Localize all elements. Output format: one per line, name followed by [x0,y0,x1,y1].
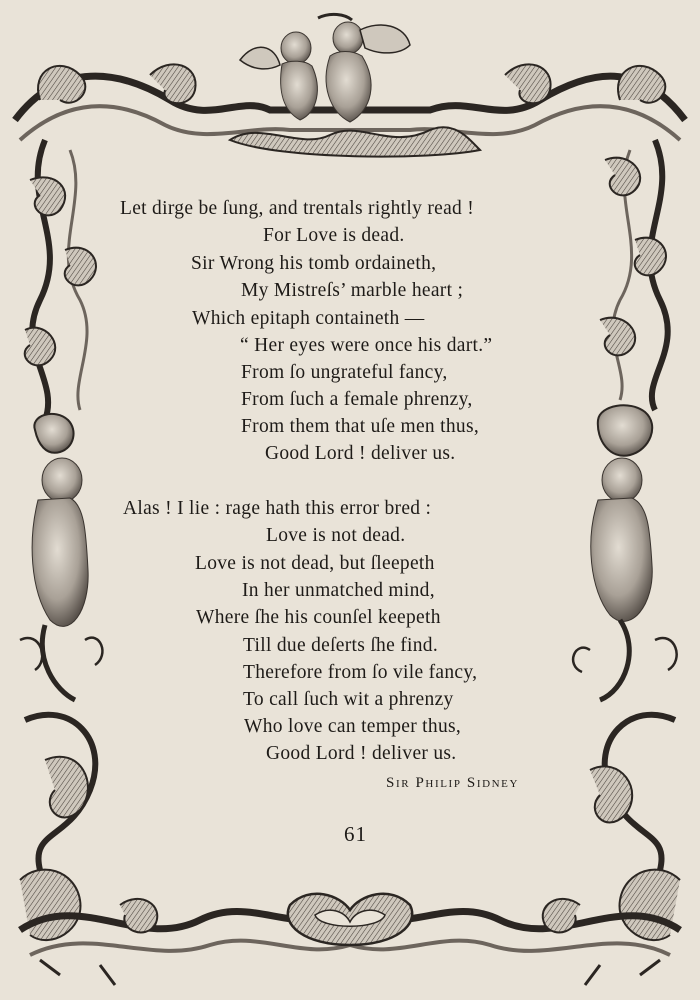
poem-line: Sir Wrong his tomb ordaineth, [191,253,437,274]
poem-line: Love is not dead, but ſleepeth [195,553,435,574]
poem-line: For Love is dead. [263,225,405,246]
poem-line: “ Her eyes were once his dart.” [240,335,493,356]
poem-line: Who love can temper thus, [244,716,462,737]
poem-line: Love is not dead. [266,525,406,546]
poem-author: Sir Philip Sidney [386,775,520,791]
poem-line: From them that uſe men thus, [241,416,480,437]
poem-line: Till due deſerts ſhe find. [243,635,439,656]
left-vine-column [20,140,102,940]
poem-line: My Mistreſs’ marble heart ; [241,280,464,301]
poem-line: From ſuch a female phrenzy, [241,389,473,410]
poem-line: Therefore from ſo vile fancy, [243,662,478,683]
poem-line: Which epitaph containeth — [192,308,425,329]
poem-line: In her unmatched mind, [242,580,435,601]
right-vine-column [573,140,680,940]
bottom-scrollwork [20,894,680,985]
page-number: 61 [344,822,367,846]
poem-line: Let dirge be ſung, and trentals rightly read ! [120,198,475,219]
poem-line: Where ſhe his counſel keepeth [196,607,441,628]
poem-line: From ſo ungrateful fancy, [241,362,448,383]
poem-line: To call ſuch wit a phrenzy [243,689,454,710]
poem-line: Good Lord ! deliver us. [265,443,456,464]
poem-line: Alas ! I lie : rage hath this error bred : [123,498,432,519]
poem-line: Good Lord ! deliver us. [266,743,457,764]
